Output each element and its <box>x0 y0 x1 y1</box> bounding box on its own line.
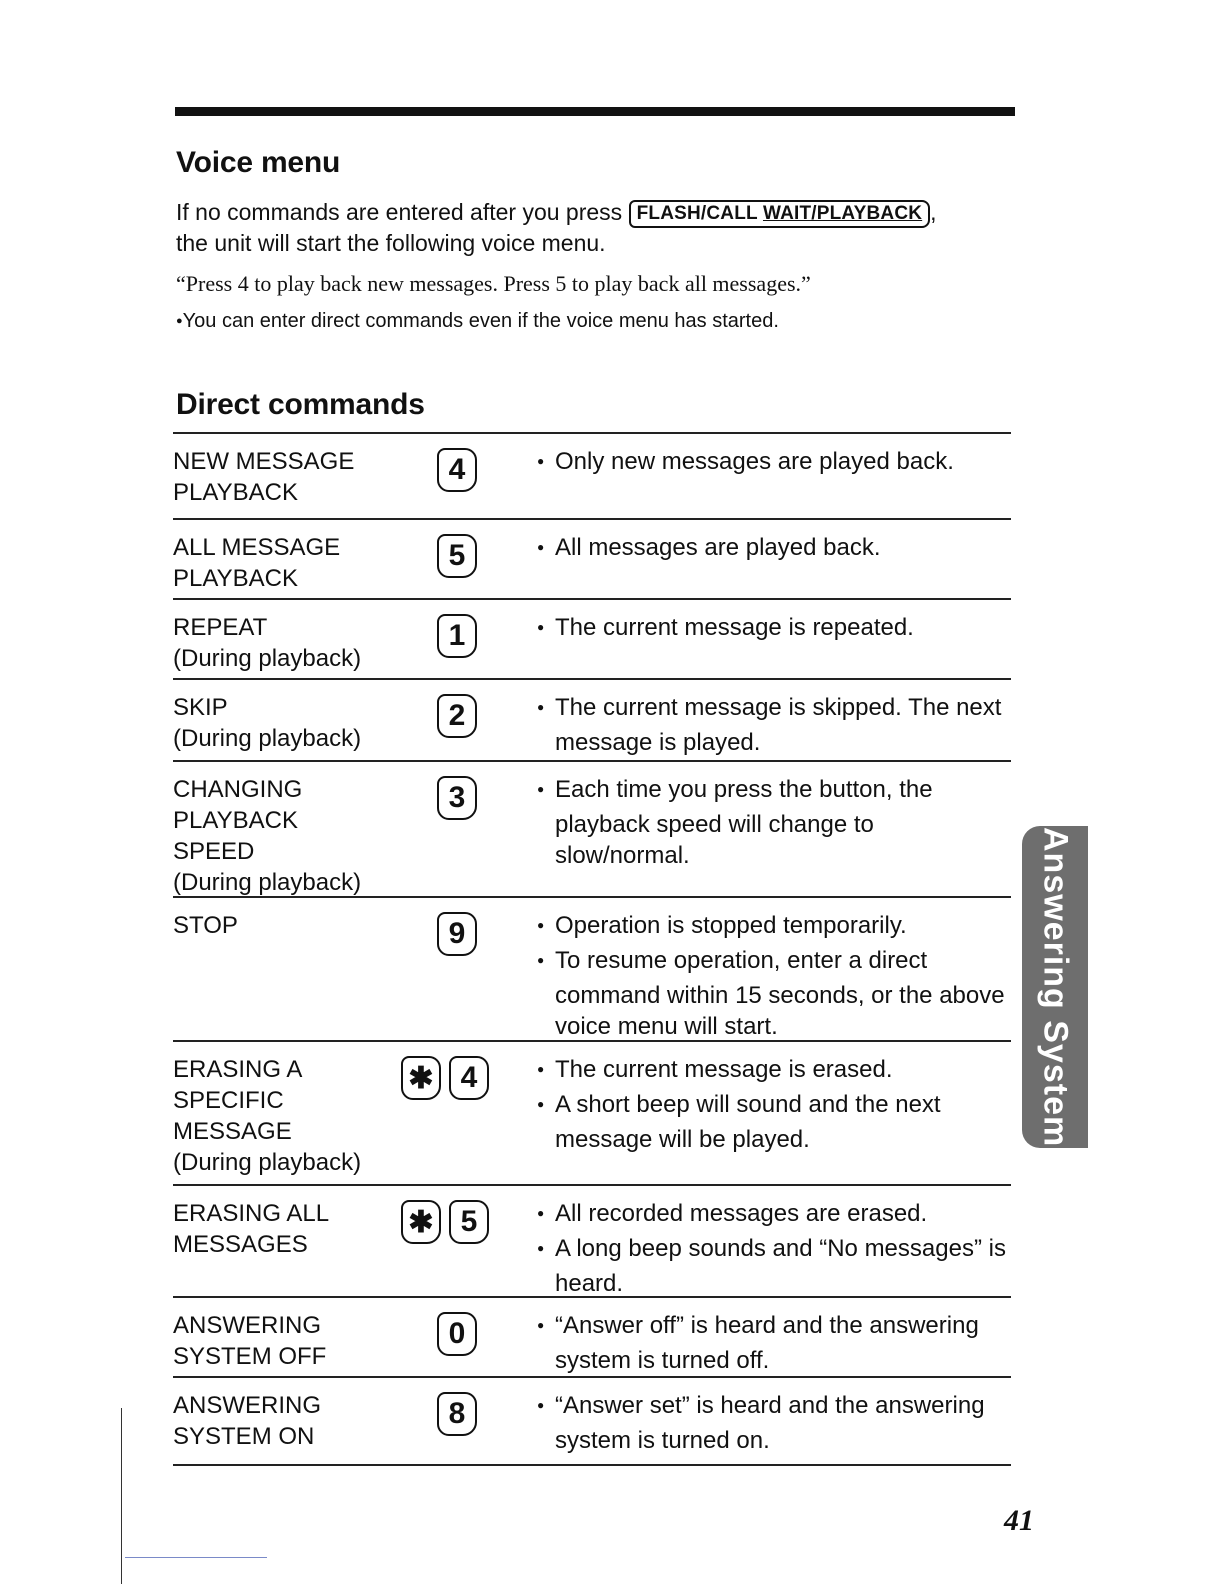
number-key-icon: 5 <box>449 1200 489 1244</box>
description-text: Only new messages are played back. <box>555 448 954 475</box>
description-text: Each time you press the button, the playback speed will change to slow/normal. <box>555 776 933 869</box>
number-key-icon: 4 <box>449 1056 489 1100</box>
command-description <box>537 1310 1007 1376</box>
bullet-icon <box>537 774 555 809</box>
intro-text: If no commands are entered after you press <box>176 199 623 225</box>
table-row <box>173 896 1011 1040</box>
key-group <box>437 448 477 492</box>
direct-commands-heading: Direct commands <box>176 388 425 421</box>
description-text: A long beep sounds and “No messages” is heard. <box>555 1235 1006 1297</box>
description-bullet <box>537 532 1007 567</box>
description-bullet <box>537 1233 1007 1299</box>
description-text: All messages are played back. <box>555 534 881 561</box>
bullet-icon <box>537 612 555 647</box>
voice-menu-heading: Voice menu <box>176 146 341 179</box>
table-row <box>173 598 1011 678</box>
command-name: STOP <box>173 912 238 939</box>
key-group <box>401 1056 489 1100</box>
flash-call-wait-playback-button <box>629 200 931 228</box>
bullet-icon: ● <box>176 315 183 327</box>
command-description <box>537 774 1007 871</box>
command-name: SKIP (During playback) <box>173 694 362 752</box>
key-group <box>437 776 477 820</box>
bullet-icon <box>537 1233 555 1268</box>
note-text: You can enter direct commands even if the voice menu has started. <box>182 310 779 332</box>
side-tab-label: Answering System <box>1036 826 1075 1148</box>
description-text: The current message is skipped. The next message is played. <box>555 694 1002 756</box>
command-name: ERASING ALL MESSAGES <box>173 1200 330 1258</box>
voice-menu-intro <box>176 199 937 229</box>
number-key-icon: 8 <box>437 1392 477 1436</box>
command-name: ANSWERING SYSTEM ON <box>173 1392 322 1450</box>
description-bullet <box>537 1054 1007 1089</box>
button-label-part2: WAIT/PLAYBACK <box>762 203 923 224</box>
key-group <box>437 1312 477 1356</box>
table-row <box>173 678 1011 760</box>
description-bullet <box>537 612 1007 647</box>
bullet-icon <box>537 1198 555 1233</box>
command-description <box>537 1390 1007 1456</box>
command-name: NEW MESSAGE PLAYBACK <box>173 448 355 506</box>
table-row <box>173 432 1011 518</box>
bullet-icon <box>537 446 555 481</box>
command-name: ANSWERING SYSTEM OFF <box>173 1312 327 1370</box>
bullet-icon <box>537 1089 555 1124</box>
command-description <box>537 446 1007 481</box>
table-row <box>173 1296 1011 1376</box>
command-name: ALL MESSAGE PLAYBACK <box>173 534 341 592</box>
voice-menu-note <box>176 310 779 333</box>
description-bullet <box>537 1390 1007 1456</box>
number-key-icon: 1 <box>437 614 477 658</box>
table-row <box>173 1184 1011 1296</box>
command-description <box>537 1198 1007 1299</box>
command-description <box>537 910 1007 1042</box>
button-label-part1: FLASH/CALL <box>636 203 758 224</box>
description-text: To resume operation, enter a direct command within 15 seconds, or the above voice menu will start. <box>555 947 1005 1040</box>
description-bullet <box>537 1198 1007 1233</box>
table-row <box>173 760 1011 896</box>
number-key-icon: 5 <box>437 534 477 578</box>
bullet-icon <box>537 692 555 727</box>
star-key-icon: ✱ <box>401 1200 441 1244</box>
description-bullet <box>537 692 1007 758</box>
description-bullet <box>537 910 1007 945</box>
bullet-icon <box>537 910 555 945</box>
key-group <box>401 1200 489 1244</box>
description-text: Operation is stopped temporarily. <box>555 912 907 939</box>
number-key-icon: 3 <box>437 776 477 820</box>
table-row <box>173 1376 1011 1466</box>
table-row <box>173 518 1011 598</box>
direct-commands-table <box>173 432 1011 1466</box>
description-text: A short beep will sound and the next message will be played. <box>555 1091 941 1153</box>
answering-system-tab <box>1022 826 1088 1148</box>
description-bullet <box>537 774 1007 871</box>
key-group <box>437 1392 477 1436</box>
bullet-icon <box>537 532 555 567</box>
number-key-icon: 9 <box>437 912 477 956</box>
command-description <box>537 1054 1007 1155</box>
description-text: The current message is repeated. <box>555 614 914 641</box>
star-key-icon: ✱ <box>401 1056 441 1100</box>
command-description <box>537 532 1007 567</box>
command-name: REPEAT (During playback) <box>173 614 362 672</box>
description-text: “Answer off” is heard and the answering system is turned off. <box>555 1312 979 1374</box>
voice-menu-intro-line2: the unit will start the following voice menu. <box>176 230 606 256</box>
description-bullet <box>537 1310 1007 1376</box>
description-bullet <box>537 446 1007 481</box>
number-key-icon: 4 <box>437 448 477 492</box>
margin-vertical-rule <box>121 1408 122 1584</box>
voice-menu-quote: “Press 4 to play back new messages. Press 5 to play back all messages.” <box>176 271 811 296</box>
key-group <box>437 912 477 956</box>
bullet-icon <box>537 1054 555 1089</box>
top-rule <box>175 107 1015 116</box>
key-group <box>437 614 477 658</box>
intro-comma: , <box>930 199 937 225</box>
command-description <box>537 612 1007 647</box>
command-name: ERASING A SPECIFIC MESSAGE (During playback) <box>173 1056 362 1176</box>
description-bullet <box>537 1089 1007 1155</box>
description-text: The current message is erased. <box>555 1056 893 1083</box>
margin-bottom-rule <box>125 1557 267 1558</box>
description-text: “Answer set” is heard and the answering system is turned on. <box>555 1392 985 1454</box>
bullet-icon <box>537 945 555 980</box>
number-key-icon: 2 <box>437 694 477 738</box>
description-bullet <box>537 945 1007 1042</box>
bullet-icon <box>537 1310 555 1345</box>
number-key-icon: 0 <box>437 1312 477 1356</box>
key-group <box>437 534 477 578</box>
page-number: 41 <box>1004 1504 1034 1537</box>
command-description <box>537 692 1007 758</box>
key-group <box>437 694 477 738</box>
bullet-icon <box>537 1390 555 1425</box>
description-text: All recorded messages are erased. <box>555 1200 928 1227</box>
table-row <box>173 1040 1011 1184</box>
command-name: CHANGING PLAYBACK SPEED (During playback) <box>173 776 362 896</box>
